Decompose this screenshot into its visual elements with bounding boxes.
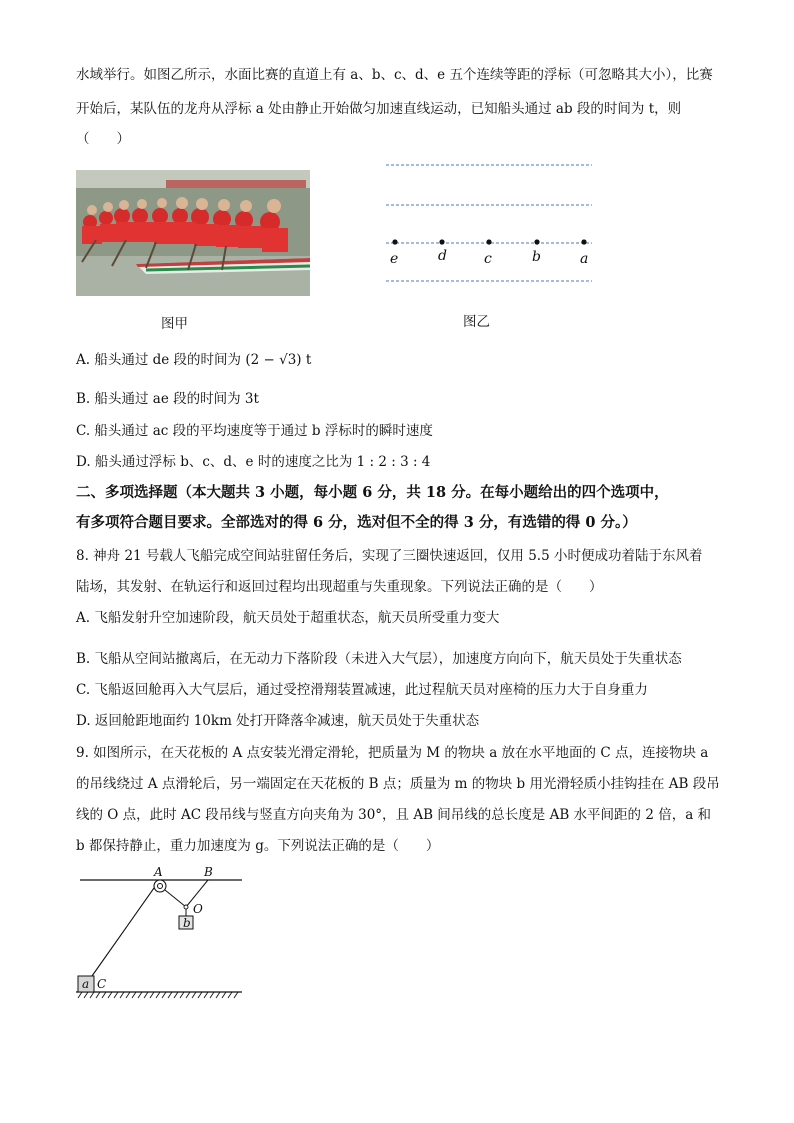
q7-option-b: B. 船头通过 ae 段的时间为 3t — [76, 391, 259, 407]
q9-stem-line-3: 线的 O 点，此时 AC 段吊线与竖直方向夹角为 30°，且 AB 间吊线的总长度是 AB 水平间距的 2 倍，a 和 — [76, 807, 712, 823]
q9-stem-line-2: 的吊线绕过 A 点滑轮后，另一端固定在天花板的 B 点；质量为 m 的物块 b 用光滑轻质小挂钩挂在 AB 段吊 — [76, 776, 720, 792]
point-label-B: B — [204, 865, 213, 879]
point-label-C: C — [97, 977, 107, 991]
block-label-b: b — [183, 916, 191, 930]
block-label-a: a — [82, 977, 90, 991]
point-label-O: O — [193, 902, 203, 916]
pulley-diagram — [70, 862, 250, 1002]
q8-option-b: B. 飞船从空间站撤离后，在无动力下落阶段（未进入大气层），加速度方向向下，航天员处于失重状态 — [76, 651, 682, 667]
buoy-label-a: a — [580, 251, 589, 267]
dragon-boat-photo — [76, 170, 310, 296]
q8-stem-line-1: 8. 神舟 21 号载人飞船完成空间站驻留任务后，实现了三圈快速返回，仅用 5.5 小时便成功着陆于东风着 — [76, 548, 703, 564]
q7-option-c: C. 船头通过 ac 段的平均速度等于通过 b 浮标时的瞬时速度 — [76, 423, 433, 439]
q8-stem-line-2: 陆场，其发射、在轨运行和返回过程均出现超重与失重现象。下列说法正确的是（ ） — [76, 579, 603, 595]
figure-yi-caption: 图乙 — [463, 314, 490, 330]
buoy-label-b: b — [532, 249, 541, 265]
q8-option-c: C. 飞船返回舱再入大气层后，通过受控滑翔装置减速，此过程航天员对座椅的压力大于自身重力 — [76, 682, 648, 698]
buoy-label-c: c — [484, 251, 492, 267]
figure-jia-caption: 图甲 — [161, 316, 188, 332]
q7-intro-line-1: 水域举行。如图乙所示，水面比赛的直道上有 a、b、c、d、e 五个连续等距的浮标（可忽略其大小），比赛 — [76, 67, 713, 83]
buoy-label-e: e — [390, 251, 399, 267]
q9-stem-line-1: 9. 如图所示，在天花板的 A 点安装光滑定滑轮，把质量为 M 的物块 a 放在水平地面的 C 点，连接物块 a — [76, 745, 709, 761]
q7-intro-line-3: （ ） — [76, 131, 130, 147]
q8-option-d: D. 返回舱距地面约 10km 处打开降落伞减速，航天员处于失重状态 — [76, 713, 480, 729]
section-2-heading-line-2: 有多项符合题目要求。全部选对的得 6 分，选对但不全的得 3 分，有选错的得 0 分。） — [76, 514, 637, 531]
point-label-A: A — [154, 865, 163, 879]
section-2-heading-line-1: 二、多项选择题（本大题共 3 小题，每小题 6 分，共 18 分。在每小题给出的四个选项中， — [76, 484, 669, 501]
q7-option-d: D. 船头通过浮标 b、c、d、e 时的速度之比为 1 : 2 : 3 : 4 — [76, 454, 431, 470]
buoy-diagram — [378, 155, 608, 300]
dragon-boat-illustration — [76, 170, 310, 296]
buoy-label-d: d — [438, 248, 447, 264]
q7-intro-line-2: 开始后，某队伍的龙舟从浮标 a 处由静止开始做匀加速直线运动，已知船头通过 ab 段的时间为 t，则 — [76, 101, 682, 117]
q9-stem-line-4: b 都保持静止，重力加速度为 g。下列说法正确的是（ ） — [76, 838, 440, 854]
q8-option-a: A. 飞船发射升空加速阶段，航天员处于超重状态，航天员所受重力变大 — [76, 610, 500, 626]
q7-option-a: A. 船头通过 de 段的时间为 (2 − √3) t — [76, 352, 312, 368]
